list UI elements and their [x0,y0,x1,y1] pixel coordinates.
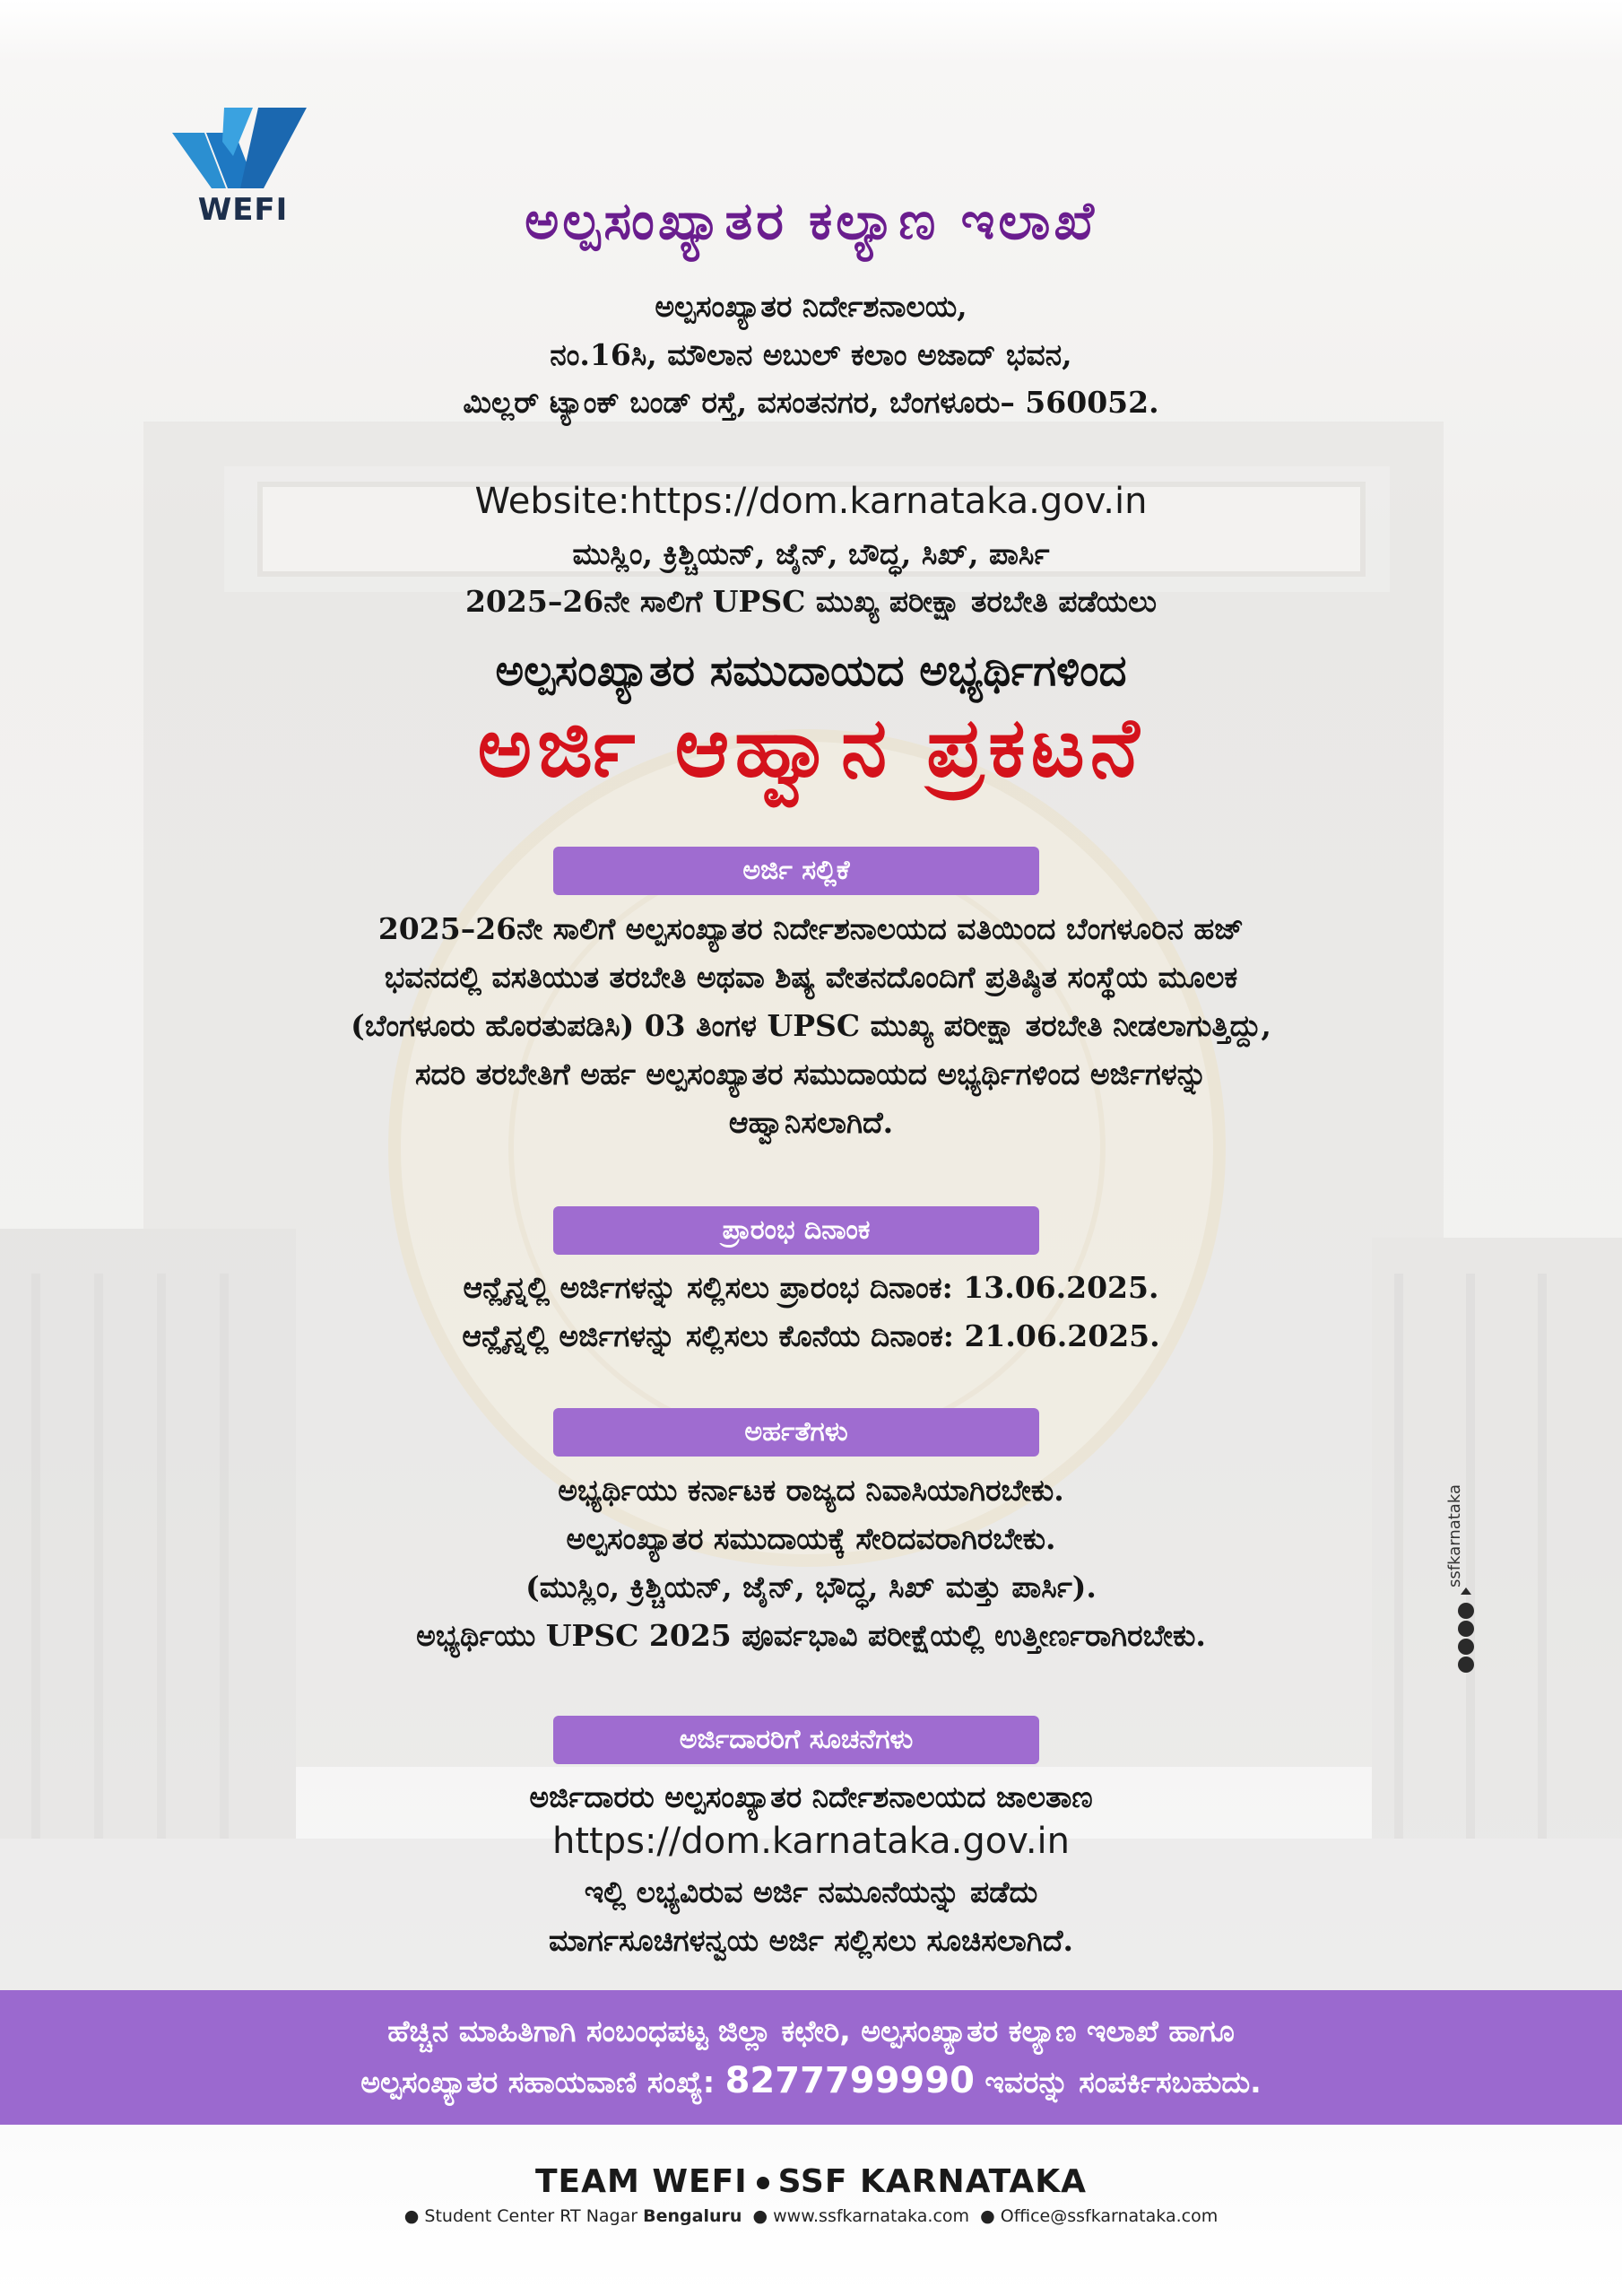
side-handle-wrap [1445,1453,1469,1587]
team-credit [0,2163,1622,2200]
contact-band [0,1990,1622,2125]
address-line-3: ಮಿಲ್ಲರ್ ಟ್ಯಾಂಕ್ ಬಂಡ್ ರಸ್ತೆ, ವಸಂತನಗರ, ಬೆಂಗಳೂರು– 560052. [463,385,1159,420]
eligibility-line-3: (ಮುಸ್ಲಿಂ, ಕ್ರಿಶ್ಚಿಯನ್, ಜೈನ್, ಭೌದ್ಧ, ಸಿಖ್ ಮತ್ತು ಪಾರ್ಸಿ). [525,1570,1097,1605]
instructions-link[interactable]: https://dom.karnataka.gov.in [552,1821,1070,1862]
website-label: Website: [474,481,630,522]
location-pin-icon: ● [403,2206,420,2226]
section-heading-application: ಅರ್ಜಿ ಸಲ್ಲಿಕೆ [553,847,1039,895]
mail-icon: ● [980,2206,995,2226]
application-line-1: 2025–26ನೇ ಸಾಲಿಗೆ ಅಲ್ಪಸಂಖ್ಯಾತರ ನಿರ್ದೇಶನಾಲಯದ ವತಿಯಿಂದ ಬೆಂಗಳೂರಿನ ಹಜ್ [377,911,1245,946]
eligibility-line-2: ಅಲ್ಪಸಂಖ್ಯಾತರ ಸಮುದಾಯಕ್ಕೆ ಸೇರಿದವರಾಗಿರಬೇಕು. [566,1521,1056,1556]
instructions-line-3: ಇಲ್ಲಿ ಲಭ್ಯವಿರುವ ಅರ್ಜಿ ನಮೂನೆಯನ್ನು ಪಡೆದು [584,1874,1038,1909]
start-date-line: ಆನ್ಲೈನ್ನಲ್ಲಿ ಅರ್ಜಿಗಳನ್ನು ಸಲ್ಲಿಸಲು ಪ್ರಾರಂಭ ದಿನಾಂಕ: 13.06.2025. [463,1270,1159,1305]
training-line: 2025–26ನೇ ಸಾಲಿಗೆ UPSC ಮುಖ್ಯ ಪರೀಕ್ಷಾ ತರಬೇತಿ ಪಡೆಯಲು [464,584,1158,619]
contact-line-2 [0,2060,1622,2101]
community-line: ಅಲ್ಪಸಂಖ್ಯಾತರ ಸಮುದಾಯದ ಅಭ್ಯರ್ಥಿಗಳಿಂದ [495,646,1127,696]
application-line-5: ಆಹ್ವಾನಿಸಲಾಗಿದೆ. [728,1105,894,1140]
helpline-label: ಅಲ್ಪಸಂಖ್ಯಾತರ ಸಹಾಯವಾಣಿ ಸಂಖ್ಯೆ: [360,2065,716,2100]
logo-text: WEFI [197,192,289,228]
credit-contacts [0,2206,1622,2226]
section-heading-dates: ಪ್ರಾರಂಭ ದಿನಾಂಕ [553,1206,1039,1255]
credit-website[interactable]: www.ssfkarnataka.com [773,2206,970,2226]
department-title: ಅಲ್ಪಸಂಖ್ಯಾತರ ಕಲ್ಯಾಣ ಇಲಾಖೆ [525,190,1097,251]
communities-line: ಮುಸ್ಲಿಂ, ಕ್ರಿಶ್ಚಿಯನ್, ಜೈನ್, ಬೌದ್ಧ, ಸಿಖ್, ಪಾರ್ಸಿ [572,536,1050,571]
helpline-number[interactable]: 8277799990 [724,2060,975,2101]
application-line-2: ಭವನದಲ್ಲಿ ವಸತಿಯುತ ತರಬೇತಿ ಅಥವಾ ಶಿಷ್ಯ ವೇತನದೊಂದಿಗೆ ಪ್ರತಿಷ್ಠಿತ ಸಂಸ್ಥೆಯ ಮೂಲಕ [384,960,1238,995]
address-line-2: ನಂ.16ಸಿ, ಮೌಲಾನ ಅಬುಲ್ ಕಲಾಂ ಅಜಾದ್ ಭವನ, [550,337,1072,372]
section-heading-eligibility: ಅರ್ಹತೆಗಳು [553,1408,1039,1457]
side-handle-text: ssfkarnataka [1445,1484,1464,1587]
end-date-line: ಆನ್ಲೈನ್ನಲ್ಲಿ ಅರ್ಜಿಗಳನ್ನು ಸಲ್ಲಿಸಲು ಕೊನೆಯ ದಿನಾಂಕ: 21.06.2025. [462,1318,1160,1353]
notice-headline: ಅರ್ಜಿ ಆಹ್ವಾನ ಪ್ರಕಟನೆ [477,700,1145,796]
contact-suffix: ಇವರನ್ನು ಸಂಪರ್ಕಿಸಬಹುದು. [984,2065,1262,2100]
separator-dot-icon [757,2177,769,2189]
credit-city: Bengaluru [643,2206,742,2226]
eligibility-line-1: ಅಭ್ಯರ್ಥಿಯು ಕರ್ನಾಟಕ ರಾಜ್ಯದ ನಿವಾಸಿಯಾಗಿರಬೇಕು. [558,1473,1064,1508]
credit-address: Student Center RT Nagar [424,2206,638,2226]
website-link[interactable]: https://dom.karnataka.gov.in [629,481,1148,522]
contact-line-1: ಹೆಚ್ಚಿನ ಮಾಹಿತಿಗಾಗಿ ಸಂಬಂಧಪಟ್ಟ ಜಿಲ್ಲಾ ಕಛೇರಿ, ಅಲ್ಪಸಂಖ್ಯಾತರ ಕಲ್ಯಾಣ ಇಲಾಖೆ ಹಾಗೂ [387,2013,1235,2048]
section-heading-instructions: ಅರ್ಜಿದಾರರಿಗೆ ಸೂಚನೆಗಳು [553,1716,1039,1764]
team-wefi: TEAM WEFI [534,2163,748,2200]
team-ssf: SSF KARNATAKA [777,2163,1088,2200]
application-line-4: ಸದರಿ ತರಬೇತಿಗೆ ಅರ್ಹ ಅಲ್ಪಸಂಖ್ಯಾತರ ಸಮುದಾಯದ ಅಭ್ಯರ್ಥಿಗಳಿಂದ ಅರ್ಜಿಗಳನ್ನು [414,1057,1207,1091]
application-line-3: (ಬೆಂಗಳೂರು ಹೊರತುಪಡಿಸಿ) 03 ತಿಂಗಳ UPSC ಮುಖ್ಯ ಪರೀಕ್ಷಾ ತರಬೇತಿ ನೀಡಲಾಗುತ್ತಿದ್ದು, [351,1008,1271,1043]
address-line-1: ಅಲ್ಪಸಂಖ್ಯಾತರ ನಿರ್ದೇಶನಾಲಯ, [655,289,967,324]
globe-icon: ● [752,2206,768,2226]
credit-email[interactable]: Office@ssfkarnataka.com [1000,2206,1219,2226]
website-row [0,481,1622,522]
eligibility-line-4: ಅಭ್ಯರ್ಥಿಯು UPSC 2025 ಪೂರ್ವಭಾವಿ ಪರೀಕ್ಷೆಯಲ್ಲಿ ಉತ್ತೀರ್ಣರಾಗಿರಬೇಕು. [416,1618,1206,1653]
instructions-line-4: ಮಾರ್ಗಸೂಚಿಗಳನ್ವಯ ಅರ್ಜಿ ಸಲ್ಲಿಸಲು ಸೂಚಿಸಲಾಗಿದೆ. [549,1923,1073,1958]
instructions-line-1: ಅರ್ಜಿದಾರರು ಅಲ್ಪಸಂಖ್ಯಾತರ ನಿರ್ದೇಶನಾಲಯದ ಜಾಲತಾಣ [529,1779,1093,1814]
